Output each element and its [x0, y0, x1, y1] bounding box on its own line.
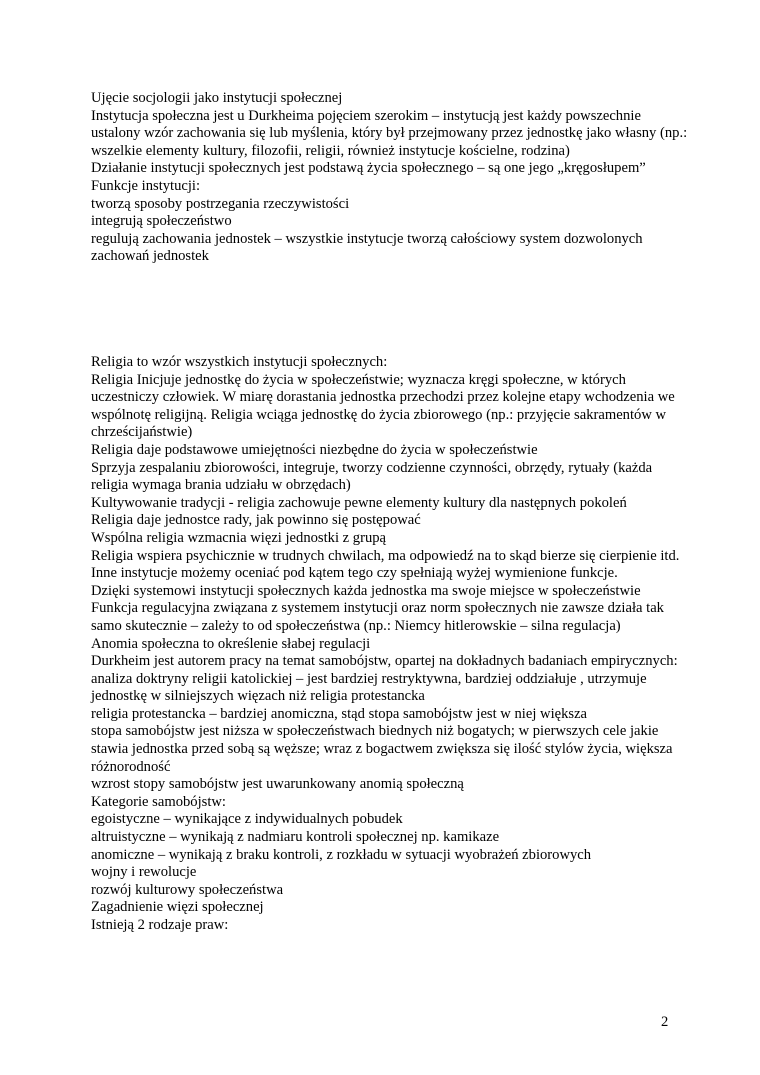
list-item: tworzą sposoby postrzegania rzeczywistości — [91, 195, 350, 212]
list-item: altruistyczne – wynikają z nadmiaru kontroli społecznej np. kamikaze — [91, 829, 500, 846]
paragraph: Religia wspiera psychicznie w trudnych chwilach, ma odpowiedź na to skąd bierze się cierpienie itd. — [91, 547, 680, 564]
list-item: rozwój kulturowy społeczeństwa — [91, 881, 284, 898]
section-religion — [91, 354, 691, 935]
paragraph: Dzięki systemowi instytucji społecznych każda jednostka ma swoje miejsce w społeczeństwie — [91, 582, 641, 599]
list-item: wzrost stopy samobójstw jest uwarunkowany anomią społeczną — [91, 776, 464, 793]
paragraph: Durkheim jest autorem pracy na temat samobójstw, opartej na dokładnych badaniach empirycznych: — [91, 653, 678, 670]
paragraph: Religia Inicjuje jednostkę do życia w społeczeństwie; wyznacza kręgi społeczne, w których uczestniczy człowiek. W miarę dorastania jednostka przechodzi przez kolejne etapy wchodzenia we wspólnotę religijną. Religia wciąga jednostkę do życia zbiorowego (np.: przyjęcie sakramentów w chrześcijaństwie) — [91, 371, 675, 441]
paragraph: Anomia społeczna to określenie słabej regulacji — [91, 635, 371, 652]
heading-functions: Funkcje instytucji: — [91, 177, 201, 194]
list-item: wojny i rewolucje — [91, 864, 197, 881]
paragraph-function-basis: Działanie instytucji społecznych jest podstawą życia społecznego – są one jego „kręgosłupem” — [91, 160, 646, 177]
paragraph: Wspólna religia wzmacnia więzi jednostki z grupą — [91, 529, 387, 546]
list-item: anomiczne – wynikają z braku kontroli, z rozkładu w sytuacji wyobrażeń zbiorowych — [91, 846, 592, 863]
list-item: egoistyczne – wynikające z indywidualnych pobudek — [91, 811, 403, 828]
page-number: 2 — [661, 1014, 669, 1030]
heading-institution: Ujęcie socjologii jako instytucji społecznej — [91, 90, 343, 106]
list-item: integrują społeczeństwo — [91, 213, 232, 230]
paragraph: Istnieją 2 rodzaje praw: — [91, 917, 229, 933]
paragraph: Funkcja regulacyjna związana z systemem instytucji oraz norm społecznych nie zawsze działa tak samo skutecznie – zależy to od społeczeństwa (np.: Niemcy hitlerowskie – silna regulacja) — [91, 600, 664, 634]
paragraph: Inne instytucje możemy oceniać pod kątem tego czy spełniają wyżej wymienione funkcje. — [91, 565, 618, 582]
list-item: analiza doktryny religii katolickiej – jest bardziej restryktywna, bardziej oddziałuje , utrzymuje jednostkę w silniejszych więzach niż religia protestancka — [91, 670, 647, 705]
paragraph: Religia daje podstawowe umiejętności niezbędne do życia w społeczeństwie — [91, 441, 538, 458]
paragraph: Kultywowanie tradycji - religia zachowuje pewne elementy kultury dla następnych pokoleń — [91, 494, 627, 511]
paragraph-definition: Instytucja społeczna jest u Durkheima pojęciem szerokim – instytucją jest każdy powszechnie ustalony wzór zachowania się lub myślenia, który był przejmowany przez jednostkę jako własny (np.: wszelkie elementy kultury, filozofii, religii, również instytucje kościelne, rodzina) — [91, 107, 688, 159]
paragraph: Sprzyja zespalaniu zbiorowości, integruje, tworzy codzienne czynności, obrzędy, rytuały (każda religia wymaga brania udziału w obrzędach) — [91, 459, 653, 494]
list-item: stopa samobójstw jest niższa w społeczeństwach biednych niż bogatych; w pierwszych cele jakie stawia jednostka przed sobą są węższe; wraz z bogactwem zwiększa się ilość stylów życia, większa różnorodność — [91, 723, 673, 775]
heading-suicide-categories: Kategorie samobójstw: — [91, 793, 226, 810]
list-item: regulują zachowania jednostek – wszystkie instytucje tworzą całościowy system dozwolonych zachowań jednostek — [91, 230, 643, 265]
list-item: religia protestancka – bardziej anomiczna, stąd stopa samobójstw jest w niej większa — [91, 705, 588, 722]
section-institutions — [91, 90, 691, 266]
heading-religion: Religia to wzór wszystkich instytucji społecznych: — [91, 354, 388, 370]
heading-social-bond: Zagadnienie więzi społecznej — [91, 899, 264, 916]
paragraph: Religia daje jednostce rady, jak powinno się postępować — [91, 512, 421, 529]
